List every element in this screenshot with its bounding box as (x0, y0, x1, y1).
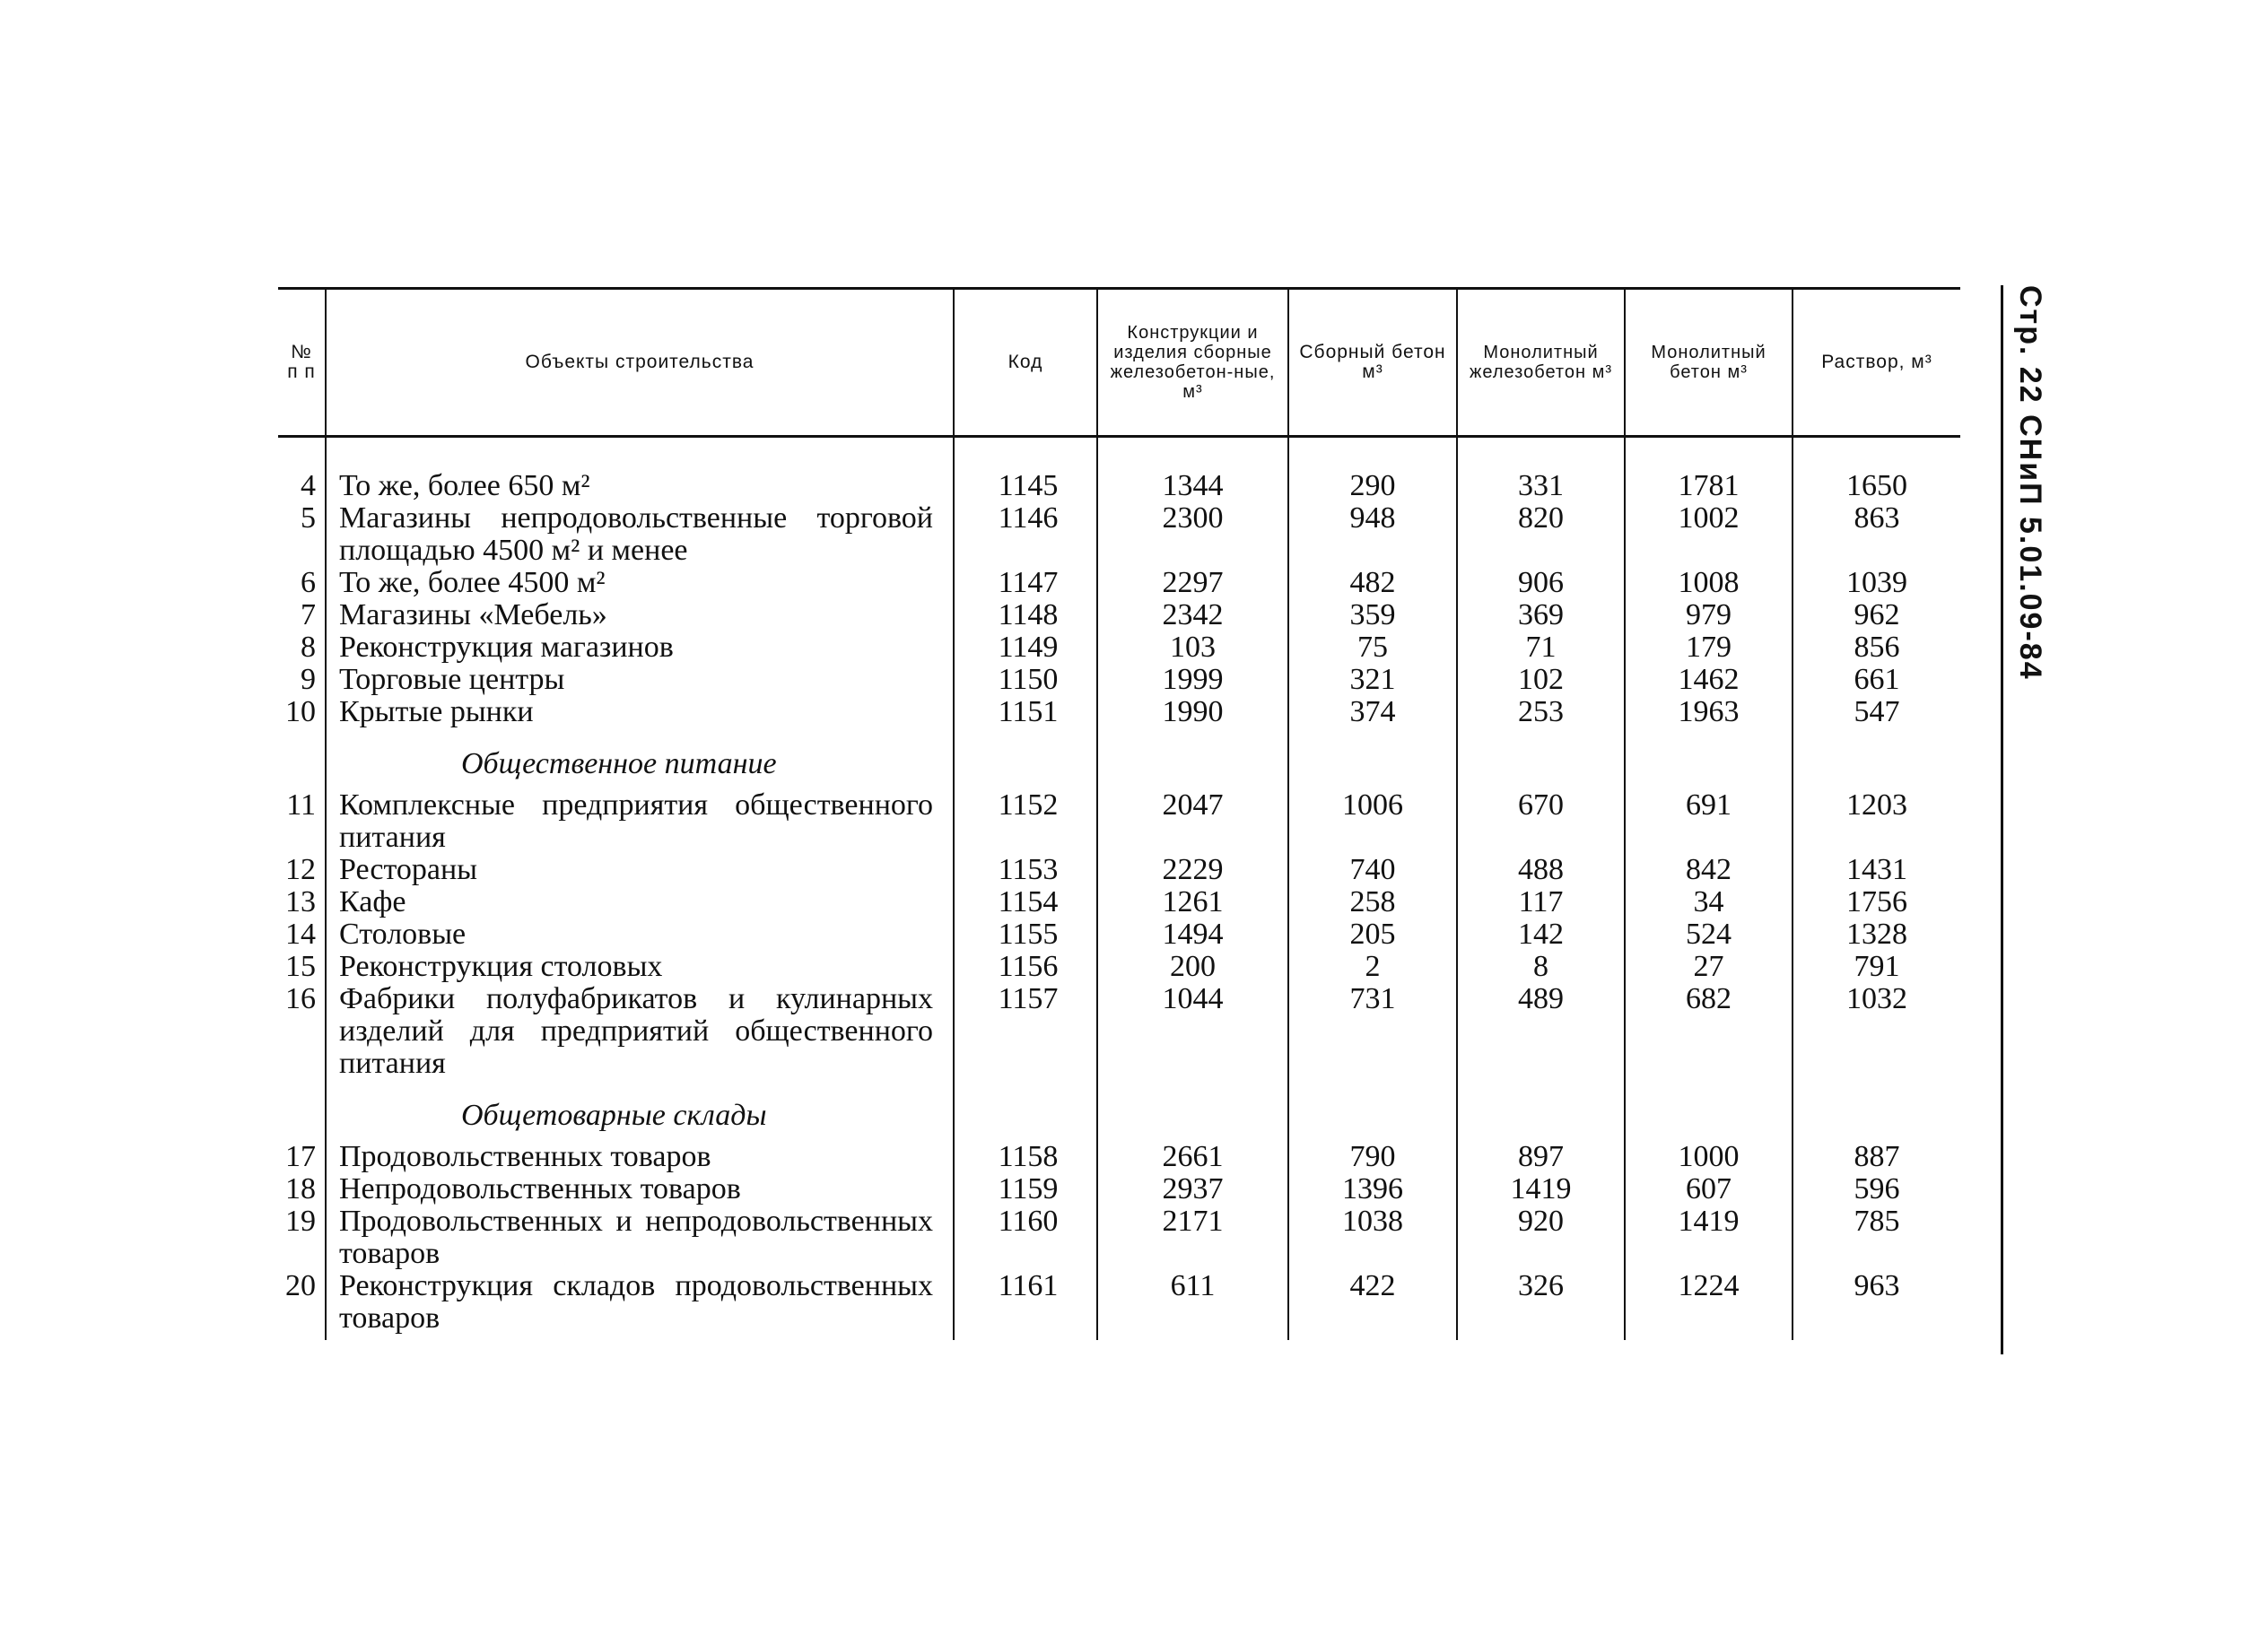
precast-concrete-value: 290 (1288, 470, 1457, 502)
precast-value: 2342 (1097, 599, 1288, 631)
precast-value: 1999 (1097, 664, 1288, 696)
object-code: 1146 (954, 502, 1097, 567)
precast-value: 1261 (1097, 886, 1288, 918)
mortar-value: 887 (1793, 1141, 1960, 1173)
monolithic-concrete-value: 1002 (1625, 502, 1793, 567)
monolithic-concrete-value: 524 (1625, 918, 1793, 951)
table-row (278, 789, 1960, 854)
table-row (278, 631, 1960, 664)
precast-concrete-value: 948 (1288, 502, 1457, 567)
monolithic-rc-value: 488 (1457, 854, 1625, 886)
precast-concrete-value: 790 (1288, 1141, 1457, 1173)
mortar-value: 596 (1793, 1173, 1960, 1205)
cost-norms-table (278, 287, 1960, 1340)
monolithic-rc-value: 369 (1457, 599, 1625, 631)
monolithic-rc-value: 8 (1457, 951, 1625, 983)
header-num: № п п (278, 289, 326, 437)
table-row (278, 502, 1960, 567)
precast-value: 1344 (1097, 470, 1288, 502)
header-precast-concrete: Сборный бетон м³ (1288, 289, 1457, 437)
object-code: 1153 (954, 854, 1097, 886)
row-number: 16 (285, 982, 316, 1015)
row-number: 10 (285, 695, 316, 728)
object-name: Столовые (326, 918, 954, 951)
object-name: Фабрики полуфабрикатов и кулинарных изделий для предприятий общественного питания (326, 983, 954, 1080)
monolithic-concrete-value: 979 (1625, 599, 1793, 631)
monolithic-rc-value: 326 (1457, 1270, 1625, 1335)
row-number: 8 (301, 631, 316, 664)
table-row (278, 599, 1960, 631)
monolithic-concrete-value: 1419 (1625, 1205, 1793, 1270)
precast-concrete-value: 359 (1288, 599, 1457, 631)
table-row (278, 664, 1960, 696)
monolithic-rc-value: 906 (1457, 567, 1625, 599)
object-code: 1155 (954, 918, 1097, 951)
section-heading: Общетоварные склады (326, 1080, 954, 1141)
monolithic-rc-value: 71 (1457, 631, 1625, 664)
precast-value: 1044 (1097, 983, 1288, 1080)
monolithic-concrete-value: 1000 (1625, 1141, 1793, 1173)
table-header (278, 289, 1960, 437)
precast-concrete-value: 740 (1288, 854, 1457, 886)
section-heading: Общественное питание (326, 728, 954, 789)
object-code: 1147 (954, 567, 1097, 599)
header-monolithic-rc: Монолитный железобетон м³ (1457, 289, 1625, 437)
monolithic-rc-value: 102 (1457, 664, 1625, 696)
precast-concrete-value: 1396 (1288, 1173, 1457, 1205)
monolithic-concrete-value: 682 (1625, 983, 1793, 1080)
object-code: 1161 (954, 1270, 1097, 1335)
mortar-value: 863 (1793, 502, 1960, 567)
monolithic-concrete-value: 27 (1625, 951, 1793, 983)
row-number: 6 (301, 566, 316, 599)
precast-value: 2229 (1097, 854, 1288, 886)
object-name: Торговые центры (326, 664, 954, 696)
monolithic-rc-value: 142 (1457, 918, 1625, 951)
object-code: 1160 (954, 1205, 1097, 1270)
row-number: 20 (285, 1269, 316, 1302)
precast-concrete-value: 2 (1288, 951, 1457, 983)
object-code: 1157 (954, 983, 1097, 1080)
section-row (278, 728, 1960, 789)
precast-value: 2937 (1097, 1173, 1288, 1205)
running-header (2008, 285, 2047, 681)
object-code: 1152 (954, 789, 1097, 854)
monolithic-rc-value: 670 (1457, 789, 1625, 854)
table-row (278, 1205, 1960, 1270)
running-header-text: Стр. 22 СНиП 5.01.09-84 (2013, 285, 2047, 681)
monolithic-concrete-value: 1008 (1625, 567, 1793, 599)
precast-concrete-value: 205 (1288, 918, 1457, 951)
object-code: 1158 (954, 1141, 1097, 1173)
header-code: Код (954, 289, 1097, 437)
object-name: Реконструкция столовых (326, 951, 954, 983)
monolithic-concrete-value: 691 (1625, 789, 1793, 854)
object-name: Крытые рынки (326, 696, 954, 728)
row-number: 14 (285, 918, 316, 951)
object-name: Реконструкция складов продовольственных товаров (326, 1270, 954, 1335)
mortar-value: 1756 (1793, 886, 1960, 918)
monolithic-concrete-value: 34 (1625, 886, 1793, 918)
object-code: 1148 (954, 599, 1097, 631)
mortar-value: 1328 (1793, 918, 1960, 951)
mortar-value: 962 (1793, 599, 1960, 631)
object-name: Рестораны (326, 854, 954, 886)
object-name: Магазины «Мебель» (326, 599, 954, 631)
mortar-value: 1431 (1793, 854, 1960, 886)
row-number: 4 (301, 469, 316, 502)
precast-concrete-value: 1006 (1288, 789, 1457, 854)
object-code: 1149 (954, 631, 1097, 664)
precast-concrete-value: 258 (1288, 886, 1457, 918)
precast-value: 2661 (1097, 1141, 1288, 1173)
object-name: То же, более 4500 м² (326, 567, 954, 599)
header-precast: Конструкции и изделия сборные железобетон-ные, м³ (1097, 289, 1288, 437)
row-number: 5 (301, 501, 316, 535)
object-code: 1159 (954, 1173, 1097, 1205)
precast-value: 1494 (1097, 918, 1288, 951)
mortar-value: 1039 (1793, 567, 1960, 599)
monolithic-rc-value: 820 (1457, 502, 1625, 567)
table-row (278, 470, 1960, 502)
mortar-value: 791 (1793, 951, 1960, 983)
precast-value: 2300 (1097, 502, 1288, 567)
precast-concrete-value: 731 (1288, 983, 1457, 1080)
header-object: Объекты строительства (326, 289, 954, 437)
table-row (278, 918, 1960, 951)
mortar-value: 1032 (1793, 983, 1960, 1080)
object-code: 1150 (954, 664, 1097, 696)
spacer-row (278, 437, 1960, 471)
precast-concrete-value: 422 (1288, 1270, 1457, 1335)
precast-value: 103 (1097, 631, 1288, 664)
object-name: То же, более 650 м² (326, 470, 954, 502)
mortar-value: 661 (1793, 664, 1960, 696)
header-mortar: Раствор, м³ (1793, 289, 1960, 437)
monolithic-concrete-value: 1963 (1625, 696, 1793, 728)
object-code: 1151 (954, 696, 1097, 728)
monolithic-rc-value: 331 (1457, 470, 1625, 502)
table-row (278, 1141, 1960, 1173)
monolithic-concrete-value: 1224 (1625, 1270, 1793, 1335)
monolithic-rc-value: 897 (1457, 1141, 1625, 1173)
side-rule (2001, 285, 2003, 1354)
table-row (278, 1173, 1960, 1205)
object-code: 1145 (954, 470, 1097, 502)
monolithic-concrete-value: 1781 (1625, 470, 1793, 502)
precast-concrete-value: 482 (1288, 567, 1457, 599)
precast-value: 2047 (1097, 789, 1288, 854)
monolithic-concrete-value: 607 (1625, 1173, 1793, 1205)
row-number: 18 (285, 1172, 316, 1205)
monolithic-concrete-value: 842 (1625, 854, 1793, 886)
object-name: Комплексные предприятия общественного питания (326, 789, 954, 854)
object-name: Кафе (326, 886, 954, 918)
mortar-value: 1650 (1793, 470, 1960, 502)
row-number: 15 (285, 950, 316, 983)
row-number: 7 (301, 598, 316, 631)
table-body (278, 437, 1960, 1341)
monolithic-concrete-value: 1462 (1625, 664, 1793, 696)
row-number: 9 (301, 663, 316, 696)
table-row (278, 1270, 1960, 1335)
precast-value: 611 (1097, 1270, 1288, 1335)
mortar-value: 547 (1793, 696, 1960, 728)
section-row (278, 1080, 1960, 1141)
mortar-value: 856 (1793, 631, 1960, 664)
table-row (278, 854, 1960, 886)
table-row (278, 567, 1960, 599)
precast-concrete-value: 1038 (1288, 1205, 1457, 1270)
row-number: 19 (285, 1205, 316, 1238)
monolithic-rc-value: 1419 (1457, 1173, 1625, 1205)
precast-value: 200 (1097, 951, 1288, 983)
monolithic-rc-value: 920 (1457, 1205, 1625, 1270)
monolithic-rc-value: 253 (1457, 696, 1625, 728)
row-number: 12 (285, 853, 316, 886)
table-row (278, 983, 1960, 1080)
mortar-value: 963 (1793, 1270, 1960, 1335)
object-name: Продовольственных товаров (326, 1141, 954, 1173)
table-row (278, 951, 1960, 983)
mortar-value: 1203 (1793, 789, 1960, 854)
mortar-value: 785 (1793, 1205, 1960, 1270)
precast-value: 2171 (1097, 1205, 1288, 1270)
spacer-row (278, 1335, 1960, 1340)
object-name: Непродовольственных товаров (326, 1173, 954, 1205)
table-row (278, 886, 1960, 918)
precast-concrete-value: 321 (1288, 664, 1457, 696)
object-name: Реконструкция магазинов (326, 631, 954, 664)
header-monolithic-concrete: Монолитный бетон м³ (1625, 289, 1793, 437)
object-name: Магазины непродовольственные торговой площадью 4500 м² и менее (326, 502, 954, 567)
precast-concrete-value: 374 (1288, 696, 1457, 728)
object-code: 1156 (954, 951, 1097, 983)
row-number: 11 (286, 788, 316, 822)
header-row (278, 289, 1960, 437)
monolithic-concrete-value: 179 (1625, 631, 1793, 664)
object-name: Продовольственных и непродовольственных товаров (326, 1205, 954, 1270)
row-number: 17 (285, 1140, 316, 1173)
precast-value: 1990 (1097, 696, 1288, 728)
row-number: 13 (285, 885, 316, 918)
monolithic-rc-value: 117 (1457, 886, 1625, 918)
precast-concrete-value: 75 (1288, 631, 1457, 664)
table-row (278, 696, 1960, 728)
precast-value: 2297 (1097, 567, 1288, 599)
monolithic-rc-value: 489 (1457, 983, 1625, 1080)
object-code: 1154 (954, 886, 1097, 918)
